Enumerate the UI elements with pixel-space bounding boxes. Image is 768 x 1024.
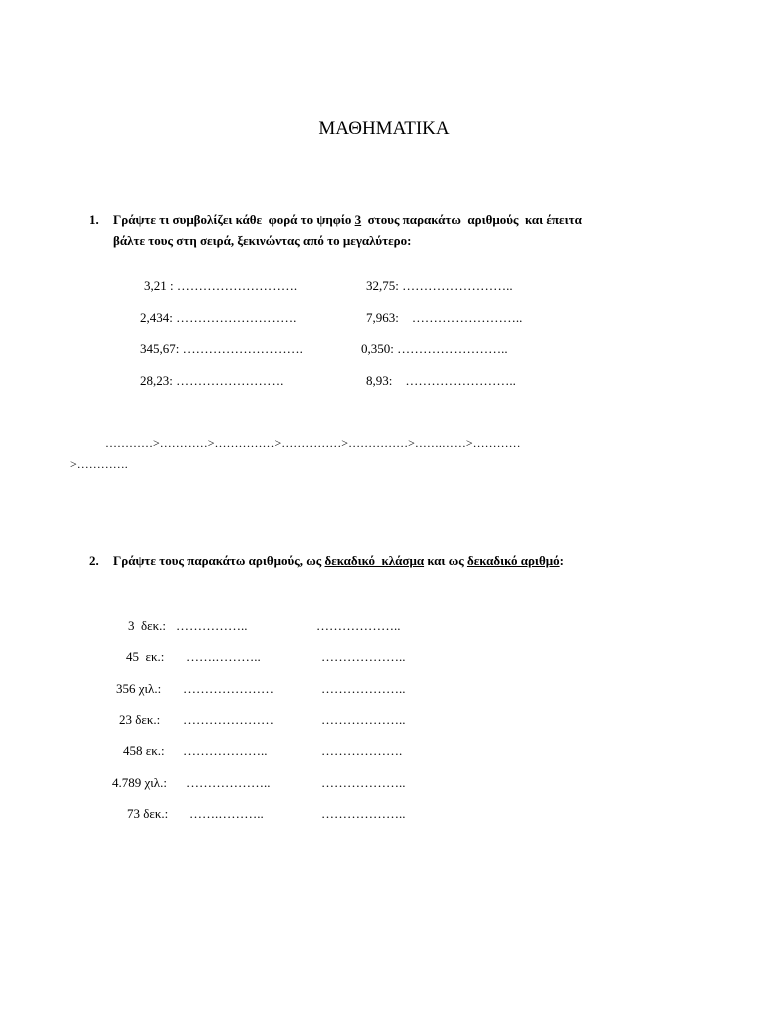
exercise-2-text-b: και ως (424, 553, 467, 568)
exercise-1-text-a: Γράψτε τι συμβολίζει κάθε φορά το ψηφίο (113, 212, 355, 227)
exercise-2-row-blank-decimal: ……………….. (321, 681, 406, 696)
exercise-1-line-1 (113, 209, 582, 230)
exercise-2-text-a: Γράψτε τους παρακάτω αριθμούς, ως (113, 553, 325, 568)
exercise-2-row-label: 73 δεκ.: (127, 806, 169, 821)
exercise-2-row-blank-fraction: …….……….. (189, 806, 264, 821)
exercise-2-row-blank-decimal: ……………….. (316, 618, 401, 633)
exercise-2-row-blank-decimal: ……………….. (321, 806, 406, 821)
exercise-2-term-decimal-fraction: δεκαδικό κλάσμα (324, 553, 425, 568)
exercise-2-text-c: : (559, 553, 564, 568)
number-item-left-3: 345,67: ………………………. (140, 341, 303, 356)
number-item-right-2: 7,963: …………………….. (366, 310, 523, 325)
exercise-2-row-blank-fraction: ……………….. (183, 743, 268, 758)
exercise-2-row-blank-decimal: ……………….. (321, 649, 406, 664)
exercise-2-row-label: 3 δεκ.: (128, 618, 166, 633)
exercise-2-row-blank-fraction: ………………… (183, 712, 274, 727)
exercise-1-digit: 3 (354, 212, 362, 227)
exercise-2-prompt (113, 550, 564, 571)
exercise-2-row-label: 23 δεκ.: (119, 712, 161, 727)
exercise-2-row-blank-fraction: ………………… (183, 681, 274, 696)
exercise-1-number: 1. (89, 212, 99, 227)
exercise-1-line-2: βάλτε τους στη σειρά, ξεκινώντας από το μεγαλύτερο: (113, 233, 412, 248)
exercise-2-row-label: 45 εκ.: (126, 649, 165, 664)
exercise-2-number: 2. (89, 553, 99, 568)
exercise-2-row-blank-fraction: …….……….. (186, 649, 261, 664)
ordering-chain-line-2: >…………. (70, 457, 128, 471)
exercise-1-text-b: στους παρακάτω αριθμούς και έπειτα (361, 212, 582, 227)
ordering-chain-line-1: …………>…………>……………>……………>……………>…….……>………… (105, 436, 521, 450)
exercise-2-term-decimal-number: δεκαδικό αριθμό (466, 553, 560, 568)
exercise-2-row-label: 458 εκ.: (123, 743, 165, 758)
exercise-2-row-blank-fraction: …………….. (176, 618, 248, 633)
page-title: ΜΑΘΗΜΑΤΙΚΑ (318, 118, 450, 139)
exercise-2-row-blank-fraction: ……………….. (186, 775, 271, 790)
exercise-2-row-blank-decimal: ……………….. (321, 712, 406, 727)
number-item-left-2: 2,434: ………………………. (140, 310, 297, 325)
number-item-right-4: 8,93: …………………….. (366, 373, 516, 388)
number-item-left-1: 3,21 : ………………………. (144, 278, 298, 293)
exercise-2-row-blank-decimal: ……………….. (321, 775, 406, 790)
number-item-left-4: 28,23: ……………………. (140, 373, 284, 388)
number-item-right-3: 0,350: …………………….. (361, 341, 508, 356)
number-item-right-1: 32,75: …………………….. (366, 278, 513, 293)
exercise-2-row-label: 356 χιλ.: (116, 681, 162, 696)
exercise-2-row-label: 4.789 χιλ.: (112, 775, 167, 790)
exercise-2-row-blank-decimal: ………………. (321, 743, 403, 758)
